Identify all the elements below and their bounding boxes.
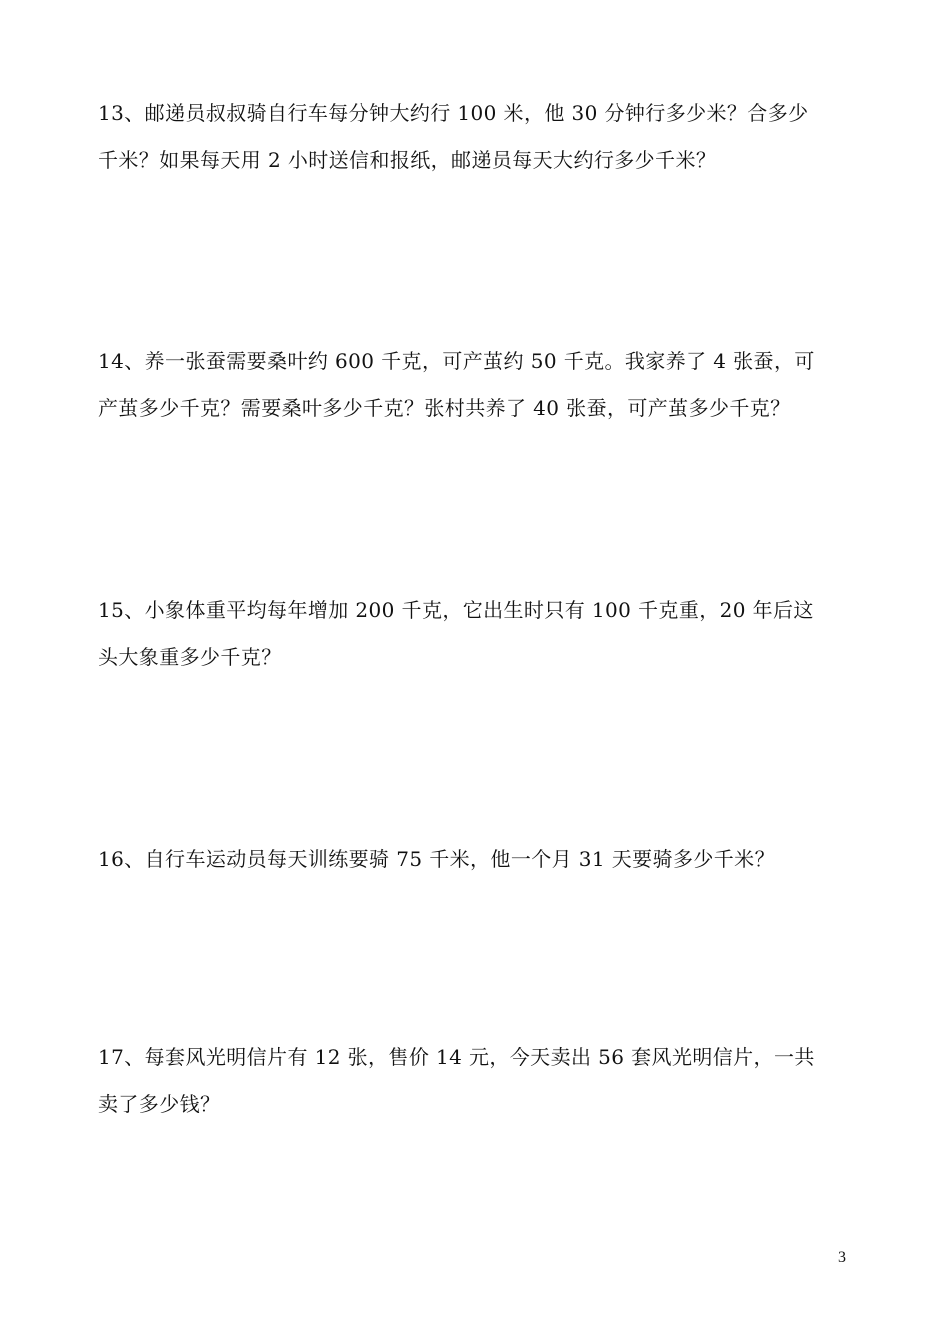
problem-15-line-2: 头大象重多少千克？ <box>98 645 282 669</box>
problem-14-line-1: 14、养一张蚕需要桑叶约 600 千克，可产茧约 50 千克。我家养了 4 张蚕，可 <box>98 349 815 373</box>
problem-14 <box>98 338 856 432</box>
problem-16 <box>98 836 856 883</box>
problem-13 <box>98 90 856 184</box>
problem-13-line-1: 13、邮递员叔叔骑自行车每分钟大约行 100 米，他 30 分钟行多少米？合多少 <box>98 101 809 125</box>
problem-15 <box>98 587 856 681</box>
problem-17 <box>98 1034 856 1128</box>
problem-14-line-2: 产茧多少千克？需要桑叶多少千克？张村共养了 40 张蚕，可产茧多少千克？ <box>98 396 791 420</box>
problem-16-line-1: 16、自行车运动员每天训练要骑 75 千米，他一个月 31 天要骑多少千米？ <box>98 847 775 871</box>
page-number: 3 <box>838 1249 846 1266</box>
problem-17-line-1: 17、每套风光明信片有 12 张，售价 14 元，今天卖出 56 套风光明信片，一共 <box>98 1045 815 1069</box>
problem-17-line-2: 卖了多少钱？ <box>98 1092 221 1116</box>
problem-15-line-1: 15、小象体重平均每年增加 200 千克，它出生时只有 100 千克重，20 年后这 <box>98 598 814 622</box>
problem-13-line-2: 千米？如果每天用 2 小时送信和报纸，邮递员每天大约行多少千米？ <box>98 148 717 172</box>
